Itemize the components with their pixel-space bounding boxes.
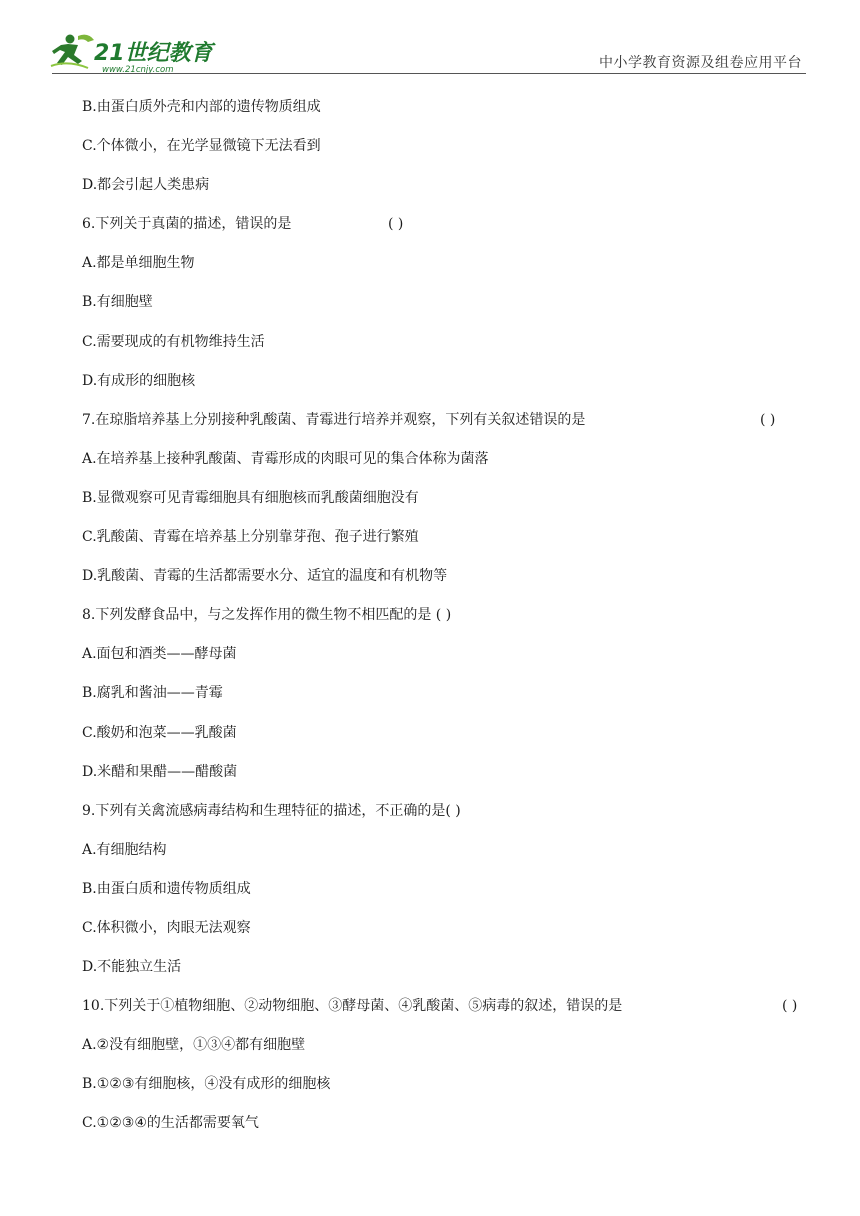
question-line (82, 596, 812, 635)
question-line (82, 987, 812, 1026)
option-line (82, 635, 812, 674)
question-line (82, 205, 812, 244)
line-text: D.米醋和果醋——醋酸菌 (82, 763, 238, 780)
line-text: B.显微观察可见青霉细胞具有细胞核而乳酸菌细胞没有 (82, 489, 419, 506)
line-text: D.乳酸菌、青霉的生活都需要水分、适宜的温度和有机物等 (82, 568, 448, 585)
page-header (0, 0, 860, 80)
option-line (82, 166, 812, 205)
line-text: A.有细胞结构 (82, 841, 167, 858)
option-line (82, 1104, 812, 1143)
line-text: B.由蛋白质和遗传物质组成 (82, 880, 251, 897)
line-text: B.有细胞壁 (82, 294, 153, 311)
option-line (82, 88, 812, 127)
option-line (82, 479, 812, 518)
option-line (82, 753, 812, 792)
line-text: C.个体微小，在光学显微镜下无法看到 (82, 138, 321, 155)
option-line (82, 870, 812, 909)
logo (48, 30, 228, 76)
line-text: A.都是单细胞生物 (82, 255, 195, 272)
option-line (82, 1065, 812, 1104)
line-text: D.有成形的细胞核 (82, 372, 196, 389)
question-text: 9.下列有关禽流感病毒结构和生理特征的描述，不正确的是( ) (82, 802, 461, 819)
option-line (82, 557, 812, 596)
answer-paren: ( ) (388, 216, 404, 233)
line-text: A.面包和酒类——酵母菌 (82, 646, 237, 663)
line-text: A.在培养基上接种乳酸菌、青霉形成的肉眼可见的集合体称为菌落 (82, 450, 489, 467)
line-text: B.①②③有细胞核，④没有成形的细胞核 (82, 1076, 331, 1093)
option-line (82, 1026, 812, 1065)
question-content (82, 88, 812, 1144)
question-line (82, 792, 812, 831)
option-line (82, 948, 812, 987)
line-text: D.不能独立生活 (82, 959, 182, 976)
option-line (82, 714, 812, 753)
line-text: C.需要现成的有机物维持生活 (82, 333, 265, 350)
answer-paren: ( ) (782, 998, 798, 1015)
platform-name: 中小学教育资源及组卷应用平台 (599, 55, 802, 71)
runner-icon (51, 35, 94, 69)
question-text: 10.下列关于①植物细胞、②动物细胞、③酵母菌、④乳酸菌、⑤病毒的叙述，错误的是 (82, 998, 623, 1015)
option-line (82, 674, 812, 713)
line-text: C.酸奶和泡菜——乳酸菌 (82, 724, 237, 741)
option-line (82, 323, 812, 362)
line-text: B.腐乳和酱油——青霉 (82, 685, 223, 702)
logo-url: www.21cnjy.com (102, 65, 174, 75)
option-line (82, 362, 812, 401)
option-line (82, 244, 812, 283)
header-divider (52, 73, 806, 74)
line-text: C.体积微小，肉眼无法观察 (82, 919, 251, 936)
question-text: 6.下列关于真菌的描述，错误的是 (82, 216, 292, 233)
line-text: A.②没有细胞壁，①③④都有细胞壁 (82, 1037, 306, 1054)
answer-paren: ( ) (760, 411, 776, 428)
question-text: 7.在琼脂培养基上分别接种乳酸菌、青霉进行培养并观察，下列有关叙述错误的是 (82, 411, 586, 428)
question-text: 8.下列发酵食品中，与之发挥作用的微生物不相匹配的是 ( ) (82, 607, 452, 624)
option-line (82, 283, 812, 322)
line-text: B.由蛋白质外壳和内部的遗传物质组成 (82, 99, 321, 115)
option-line (82, 440, 812, 479)
question-line (82, 401, 812, 440)
option-line (82, 127, 812, 166)
line-text: C.①②③④的生活都需要氧气 (82, 1115, 259, 1132)
option-line (82, 518, 812, 557)
option-line (82, 909, 812, 948)
line-text: C.乳酸菌、青霉在培养基上分别靠芽孢、孢子进行繁殖 (82, 529, 419, 546)
option-line (82, 831, 812, 870)
logo-text: 21世纪教育 (94, 41, 213, 66)
line-text: D.都会引起人类患病 (82, 177, 210, 194)
